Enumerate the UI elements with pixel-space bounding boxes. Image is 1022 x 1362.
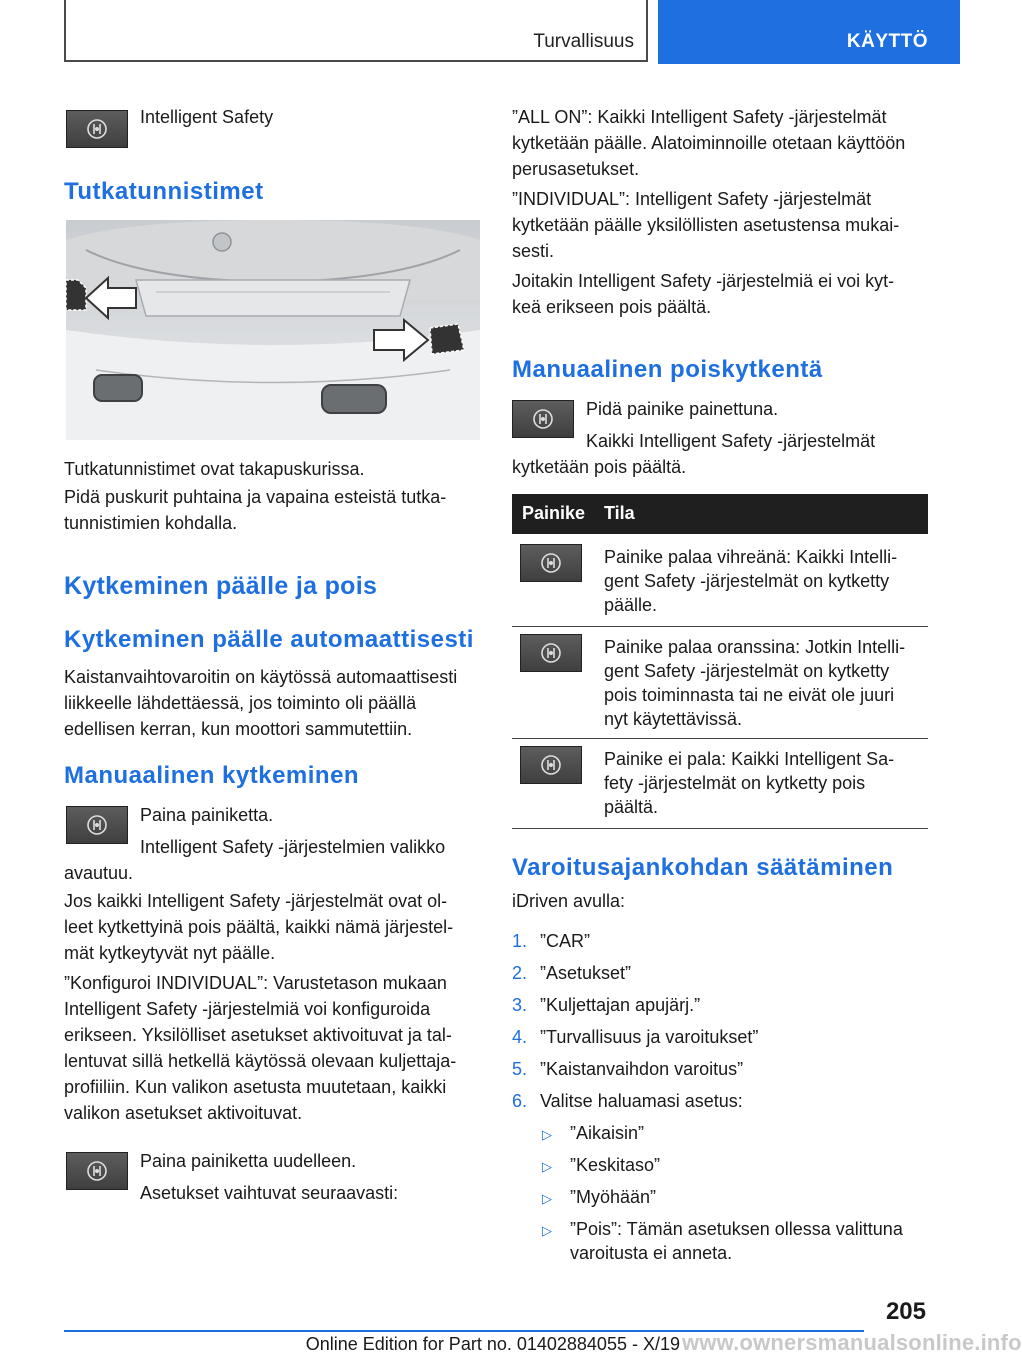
bullet-triangle-icon: ▷ — [542, 1127, 552, 1142]
intelligent-safety-button-icon — [66, 806, 128, 844]
column-header-state: Tila — [604, 503, 635, 523]
button-state-table-header — [512, 494, 928, 534]
intelligent-safety-button-icon — [66, 110, 128, 148]
option-text: ”Pois”: Tämän asetuksen ollessa valittuna — [570, 1219, 903, 1239]
bullet-triangle-icon: ▷ — [542, 1223, 552, 1238]
heading-manual-on: Manuaalinen kytkeminen — [64, 762, 360, 789]
press-button-text: Paina painiketta. — [140, 805, 274, 825]
footer-edition: Online Edition for Part no. 01402884055 - X/19 — [305, 1334, 680, 1354]
table-row-2-line1: Painike palaa oranssina: Jotkin Intelli- — [604, 637, 906, 657]
settings-change-text: Asetukset vaihtuvat seuraavasti: — [140, 1183, 399, 1203]
auto-text-line2: liikkeelle lähdettäessä, jos toiminto oli päällä — [64, 693, 417, 713]
off-text-line1: Kaikki Intelligent Safety -järjestelmät — [586, 431, 876, 451]
table-row-3-line2: fety -järjestelmät on kytketty pois — [604, 773, 866, 793]
heading-sensors: Tutkatunnistimet — [64, 178, 264, 205]
sensors-clean-text-line2: tunnistimien kohdalla. — [64, 513, 238, 533]
bullet-triangle-icon: ▷ — [542, 1191, 552, 1206]
table-row-3-line3: päältä. — [604, 797, 659, 817]
all-off-text-line1: Jos kaikki Intelligent Safety -järjestelmät ovat ol- — [64, 891, 448, 911]
all-off-text-line3: mät kytkeytyvät nyt päälle. — [64, 943, 276, 963]
heading-manual-off: Manuaalinen poiskytkentä — [512, 356, 823, 383]
table-row-divider — [512, 738, 928, 739]
table-row-1-line1: Painike palaa vihreänä: Kaikki Intelli- — [604, 547, 898, 567]
rear-bumper-sensor-illustration — [66, 220, 480, 440]
heading-auto-on: Kytkeminen päälle automaattisesti — [64, 626, 474, 653]
heading-switch-on-off: Kytkeminen päälle ja pois — [64, 572, 378, 600]
header-section-title: Turvallisuus — [533, 31, 634, 52]
some-systems-text-line1: Joitakin Intelligent Safety -järjestelmiä ei voi kyt- — [512, 271, 895, 291]
step-number: 4. — [512, 1027, 528, 1047]
column-header-button: Painike — [522, 503, 586, 523]
option-text: ”Keskitaso” — [570, 1155, 661, 1175]
table-row-2-line3: pois toiminnasta tai ne eivät ole juuri — [604, 685, 895, 705]
sensors-clean-text-line1: Pidä puskurit puhtaina ja vapaina esteistä tutka- — [64, 487, 447, 507]
step-text: ”Turvallisuus ja varoitukset” — [540, 1027, 759, 1047]
footer-watermark: www.ownersmanualsonline.info — [682, 1330, 1022, 1355]
step-number: 6. — [512, 1091, 528, 1111]
page-number: 205 — [885, 1298, 926, 1325]
hold-button-text: Pidä painike painettuna. — [586, 399, 779, 419]
step-text: Valitse haluamasi asetus: — [540, 1091, 743, 1111]
header-chapter-tab: KÄYTTÖ — [658, 0, 960, 64]
press-again-text: Paina painiketta uudelleen. — [140, 1151, 357, 1171]
menu-opens-line2: avautuu. — [64, 863, 134, 883]
green-button-icon — [520, 544, 582, 582]
bullet-triangle-icon: ▷ — [542, 1159, 552, 1174]
configure-text-line3: erikseen. Yksilölliset asetukset aktivoituvat ja tal- — [64, 1025, 452, 1045]
step-text: ”CAR” — [540, 931, 590, 951]
heading-warning-timing: Varoitusajankohdan säätäminen — [512, 854, 894, 881]
step-text: ”Kuljettajan apujärj.” — [540, 995, 701, 1015]
option-text: ”Myöhään” — [570, 1187, 657, 1207]
all-off-text-line2: leet kytkettyinä pois päältä, kaikki nämä järjestel- — [64, 917, 454, 937]
step-number: 3. — [512, 995, 528, 1015]
intelligent-safety-button-icon — [512, 400, 574, 438]
step-number: 1. — [512, 931, 528, 951]
icon-caption: Intelligent Safety — [140, 107, 274, 127]
table-row-1-line3: päälle. — [604, 595, 658, 615]
menu-opens-line1: Intelligent Safety -järjestelmien valikko — [140, 837, 446, 857]
orange-button-icon — [520, 634, 582, 672]
configure-text-line1: ”Konfiguroi INDIVIDUAL”: Varustetason mukaan — [64, 973, 447, 993]
individual-text-line2: kytketään päälle yksilöllisten asetustensa mukai- — [512, 215, 900, 235]
configure-text-line2: Intelligent Safety -järjestelmiä voi konfiguroida — [64, 999, 431, 1019]
table-row-2-line4: nyt käytettävissä. — [604, 709, 743, 729]
all-on-text-line3: perusasetukset. — [512, 159, 640, 179]
step-text: ”Asetukset” — [540, 963, 632, 983]
step-number: 2. — [512, 963, 528, 983]
all-on-text-line2: kytketään päälle. Alatoiminnoille otetaan käyttöön — [512, 133, 906, 153]
step-number: 5. — [512, 1059, 528, 1079]
table-row-divider — [512, 626, 928, 627]
configure-text-line4: lentuvat sillä hetkellä käytössä olevaan kuljettaja- — [64, 1051, 457, 1071]
sensors-location-text: Tutkatunnistimet ovat takapuskurissa. — [64, 459, 365, 479]
some-systems-text-line2: keä erikseen pois päältä. — [512, 297, 712, 317]
intelligent-safety-button-icon — [66, 1152, 128, 1190]
table-row-3-line1: Painike ei pala: Kaikki Intelligent Sa- — [604, 749, 895, 769]
option-text: ”Aikaisin” — [570, 1123, 645, 1143]
configure-text-line6: valikon asetukset aktivoituvat. — [64, 1103, 303, 1123]
configure-text-line5: profiiliin. Kun valikon asetusta muutetaan, kaikki — [64, 1077, 447, 1097]
individual-text-line3: sesti. — [512, 241, 555, 261]
auto-text-line3: edellisen kerran, kun moottori sammutettiin. — [64, 719, 413, 739]
individual-text-line1: ”INDIVIDUAL”: Intelligent Safety -järjestelmät — [512, 189, 872, 209]
unlit-button-icon — [520, 746, 582, 784]
table-row-1-line2: gent Safety -järjestelmät on kytketty — [604, 571, 890, 591]
step-text: ”Kaistanvaihdon varoitus” — [540, 1059, 744, 1079]
off-text-line2: kytketään pois päältä. — [512, 457, 687, 477]
table-bottom-line — [512, 828, 928, 829]
table-row-2-line2: gent Safety -järjestelmät on kytketty — [604, 661, 890, 681]
all-on-text-line1: ”ALL ON”: Kaikki Intelligent Safety -järjestelmät — [512, 107, 887, 127]
idrive-text: iDriven avulla: — [512, 891, 626, 911]
auto-text-line1: Kaistanvaihtovaroitin on käytössä automaattisesti — [64, 667, 458, 687]
option-text-continued: varoitusta ei anneta. — [570, 1243, 733, 1263]
